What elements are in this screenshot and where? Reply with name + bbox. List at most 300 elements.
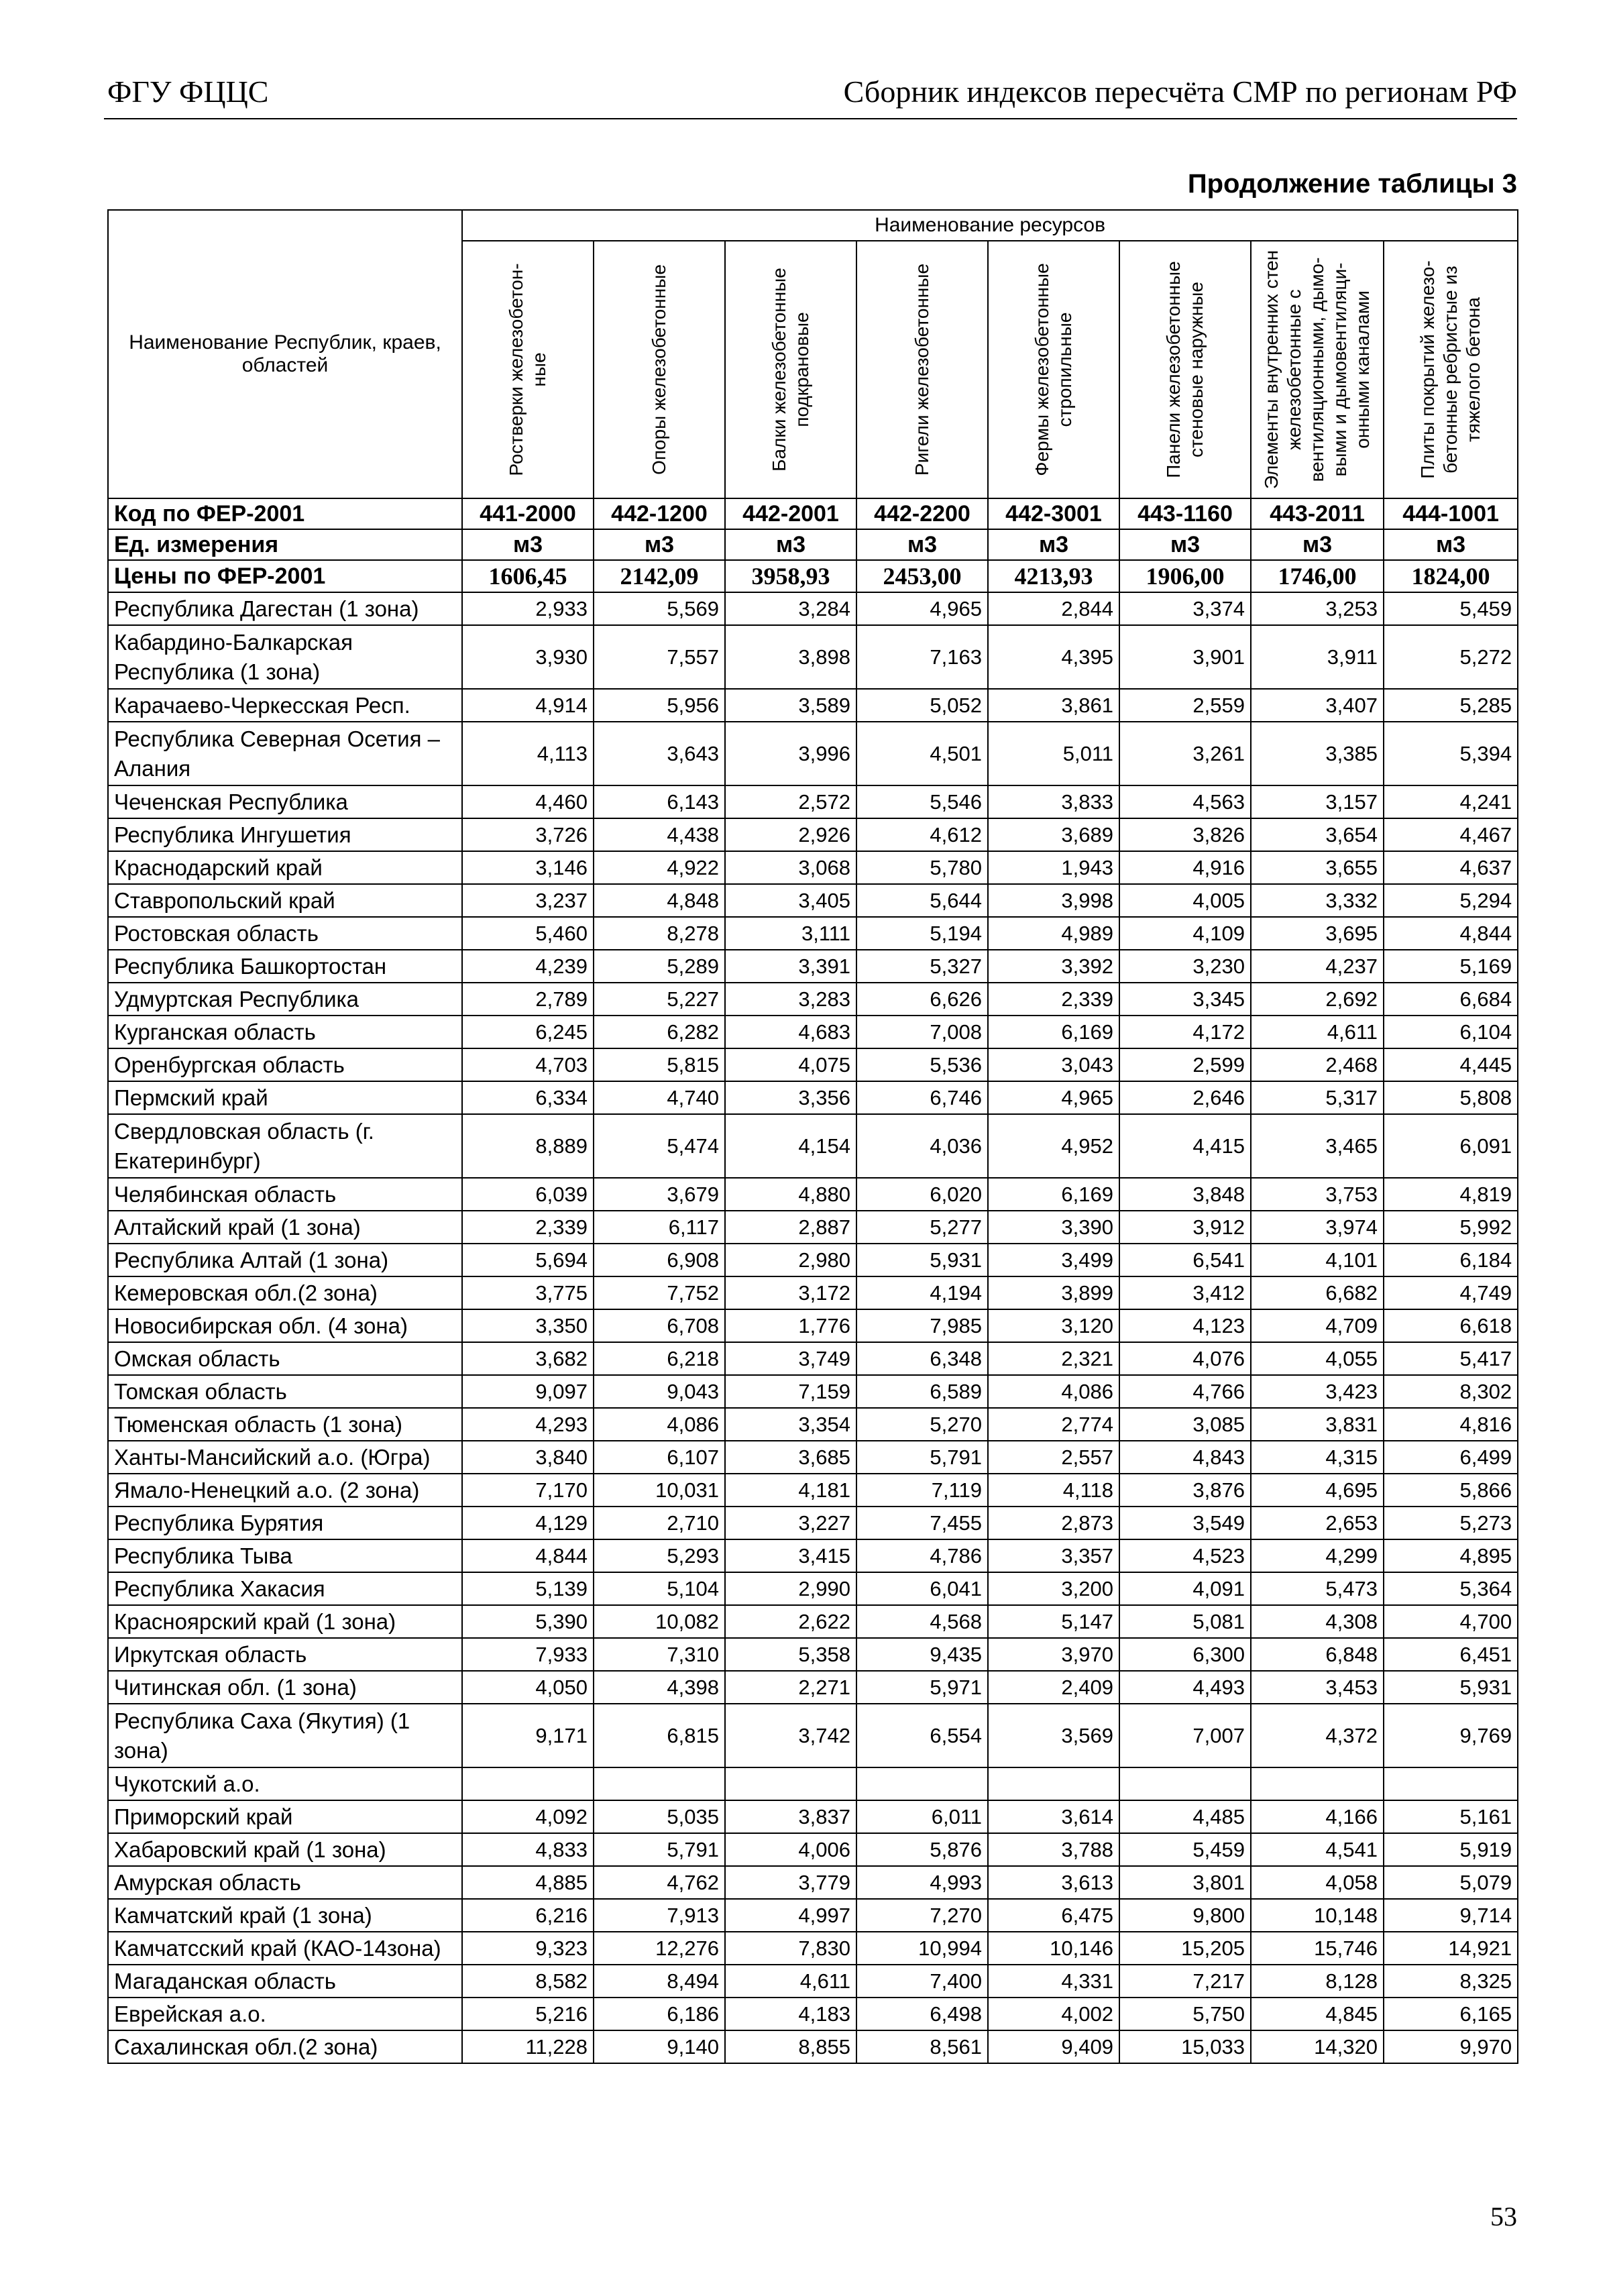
table-row [108, 1965, 1518, 1998]
index-value: 5,327 [856, 950, 988, 983]
region-name: Пермский край [108, 1081, 462, 1114]
table-row [108, 1474, 1518, 1507]
index-value: 4,445 [1384, 1048, 1518, 1081]
index-value: 10,031 [594, 1474, 725, 1507]
index-value: 3,172 [725, 1276, 856, 1309]
index-value: 3,354 [725, 1408, 856, 1441]
index-value: 5,273 [1384, 1507, 1518, 1539]
index-value: 6,626 [856, 983, 988, 1016]
table-row [108, 625, 1518, 689]
table-row [108, 1016, 1518, 1048]
index-value: 7,310 [594, 1638, 725, 1671]
index-value: 4,194 [856, 1276, 988, 1309]
index-value: 10,146 [988, 1932, 1119, 1965]
region-column-header: Наименование Республик, краев, областей [108, 210, 462, 498]
index-value: 3,788 [988, 1833, 1119, 1866]
table-row [108, 818, 1518, 851]
index-value: 3,837 [725, 1800, 856, 1833]
index-value: 4,965 [856, 592, 988, 625]
index-value: 5,815 [594, 1048, 725, 1081]
index-value: 3,753 [1251, 1178, 1384, 1211]
index-value: 6,348 [856, 1342, 988, 1375]
index-value: 2,980 [725, 1244, 856, 1276]
index-value: 3,499 [988, 1244, 1119, 1276]
index-value: 7,119 [856, 1474, 988, 1507]
index-value: 3,453 [1251, 1671, 1384, 1704]
index-value [594, 1767, 725, 1800]
index-value: 2,933 [462, 592, 594, 625]
index-value: 3,283 [725, 983, 856, 1016]
unit-row [108, 529, 1518, 560]
index-value: 14,921 [1384, 1932, 1518, 1965]
index-value: 6,499 [1384, 1441, 1518, 1474]
index-value: 3,654 [1251, 818, 1384, 851]
resource-name: Ригели железобетонные [911, 263, 932, 476]
index-value: 6,682 [1251, 1276, 1384, 1309]
index-value: 5,569 [594, 592, 725, 625]
index-value: 6,020 [856, 1178, 988, 1211]
index-value: 4,844 [1384, 917, 1518, 950]
table-row [108, 1671, 1518, 1704]
index-value: 6,451 [1384, 1638, 1518, 1671]
region-name: Республика Тыва [108, 1539, 462, 1572]
index-value: 3,614 [988, 1800, 1119, 1833]
region-name: Республика Бурятия [108, 1507, 462, 1539]
region-name: Амурская область [108, 1866, 462, 1899]
table-row [108, 1408, 1518, 1441]
table-row [108, 1704, 1518, 1767]
resource-column-header [725, 241, 856, 498]
index-value: 5,289 [594, 950, 725, 983]
index-value: 4,109 [1119, 917, 1251, 950]
price-value: 1906,00 [1119, 560, 1251, 592]
index-value: 5,931 [856, 1244, 988, 1276]
index-value: 6,708 [594, 1309, 725, 1342]
index-value: 8,582 [462, 1965, 594, 1998]
region-name: Республика Северная Осетия – Алания [108, 722, 462, 785]
region-name: Республика Дагестан (1 зона) [108, 592, 462, 625]
index-value: 4,563 [1119, 785, 1251, 818]
index-value: 15,746 [1251, 1932, 1384, 1965]
index-value: 3,350 [462, 1309, 594, 1342]
region-name: Краснодарский край [108, 851, 462, 884]
index-value: 2,599 [1119, 1048, 1251, 1081]
index-value: 4,398 [594, 1671, 725, 1704]
index-value: 6,815 [594, 1704, 725, 1767]
index-value: 11,228 [462, 2030, 594, 2063]
index-value: 4,844 [462, 1539, 594, 1572]
index-value: 5,808 [1384, 1081, 1518, 1114]
index-value: 4,916 [1119, 851, 1251, 884]
index-value: 2,572 [725, 785, 856, 818]
index-value: 3,911 [1251, 625, 1384, 689]
header-divider [104, 118, 1517, 119]
index-value: 3,655 [1251, 851, 1384, 884]
resource-column-header [1384, 241, 1518, 498]
index-value: 3,912 [1119, 1211, 1251, 1244]
index-value: 5,270 [856, 1408, 988, 1441]
index-value: 7,985 [856, 1309, 988, 1342]
header-collection-title: Сборник индексов пересчёта СМР по регионам РФ [843, 74, 1517, 109]
region-name: Удмуртская Республика [108, 983, 462, 1016]
index-value: 6,041 [856, 1572, 988, 1605]
table-row [108, 1114, 1518, 1178]
index-value: 4,036 [856, 1114, 988, 1178]
table-row [108, 950, 1518, 983]
index-value: 6,039 [462, 1178, 594, 1211]
index-value: 4,076 [1119, 1342, 1251, 1375]
table-row [108, 785, 1518, 818]
index-value: 3,385 [1251, 722, 1384, 785]
index-value: 3,901 [1119, 625, 1251, 689]
index-value [988, 1767, 1119, 1800]
index-value: 4,762 [594, 1866, 725, 1899]
fer-code: 442-1200 [594, 498, 725, 529]
resource-name: Опоры железобетонные [649, 264, 669, 475]
index-value: 6,104 [1384, 1016, 1518, 1048]
unit-value: м3 [462, 529, 594, 560]
index-value: 4,113 [462, 722, 594, 785]
index-value: 7,400 [856, 1965, 988, 1998]
table-row [108, 2030, 1518, 2063]
region-name: Хабаровский край (1 зона) [108, 1833, 462, 1866]
table-body [108, 498, 1518, 2063]
region-name: Ямало-Ненецкий а.о. (2 зона) [108, 1474, 462, 1507]
resource-name: Плиты покрытий железо-бетонные ребристые из тяжелого бетона [1417, 260, 1484, 479]
index-value: 4,467 [1384, 818, 1518, 851]
index-value: 5,791 [594, 1833, 725, 1866]
fer-code: 443-1160 [1119, 498, 1251, 529]
index-value: 2,789 [462, 983, 594, 1016]
index-value: 4,819 [1384, 1178, 1518, 1211]
region-name: Оренбургская область [108, 1048, 462, 1081]
index-value: 9,714 [1384, 1899, 1518, 1932]
index-value: 6,498 [856, 1998, 988, 2030]
region-name: Камчатский край (1 зона) [108, 1899, 462, 1932]
index-value: 3,549 [1119, 1507, 1251, 1539]
index-value: 8,494 [594, 1965, 725, 1998]
resources-header-row [108, 210, 1518, 241]
index-value: 3,261 [1119, 722, 1251, 785]
index-value: 7,913 [594, 1899, 725, 1932]
index-value: 5,992 [1384, 1211, 1518, 1244]
table-row [108, 1605, 1518, 1638]
index-value: 9,097 [462, 1375, 594, 1408]
index-value: 2,622 [725, 1605, 856, 1638]
index-value: 3,643 [594, 722, 725, 785]
index-value: 3,801 [1119, 1866, 1251, 1899]
index-value: 4,568 [856, 1605, 988, 1638]
index-value [462, 1767, 594, 1800]
table-caption: Продолжение таблицы 3 [1187, 169, 1517, 199]
index-value: 3,840 [462, 1441, 594, 1474]
region-name: Тюменская область (1 зона) [108, 1408, 462, 1441]
table-row [108, 1572, 1518, 1605]
index-value: 6,169 [988, 1178, 1119, 1211]
index-value: 4,786 [856, 1539, 988, 1572]
index-value: 5,394 [1384, 722, 1518, 785]
table-row [108, 917, 1518, 950]
index-value: 3,390 [988, 1211, 1119, 1244]
index-value: 2,321 [988, 1342, 1119, 1375]
index-table [107, 209, 1518, 2064]
index-value: 5,079 [1384, 1866, 1518, 1899]
index-value: 3,237 [462, 884, 594, 917]
price-value: 1824,00 [1384, 560, 1518, 592]
index-value: 4,541 [1251, 1833, 1384, 1866]
index-value: 4,075 [725, 1048, 856, 1081]
index-value: 6,541 [1119, 1244, 1251, 1276]
table-row [108, 1638, 1518, 1671]
table-row [108, 1932, 1518, 1965]
index-value: 10,994 [856, 1932, 988, 1965]
index-value: 3,930 [462, 625, 594, 689]
index-value: 3,405 [725, 884, 856, 917]
unit-label: Ед. измерения [108, 529, 462, 560]
index-value: 5,147 [988, 1605, 1119, 1638]
index-value: 6,245 [462, 1016, 594, 1048]
index-value: 3,876 [1119, 1474, 1251, 1507]
index-value: 5,546 [856, 785, 988, 818]
table-row [108, 1309, 1518, 1342]
table-row [108, 1081, 1518, 1114]
index-value: 4,740 [594, 1081, 725, 1114]
index-value: 4,885 [462, 1866, 594, 1899]
index-value: 9,769 [1384, 1704, 1518, 1767]
index-value: 8,278 [594, 917, 725, 950]
index-value: 5,169 [1384, 950, 1518, 983]
index-value: 2,646 [1119, 1081, 1251, 1114]
index-value: 4,166 [1251, 1800, 1384, 1833]
index-value: 4,438 [594, 818, 725, 851]
resource-name: Фермы железобетонные стропильные [1032, 263, 1075, 476]
index-value: 5,459 [1384, 592, 1518, 625]
index-value: 5,317 [1251, 1081, 1384, 1114]
fer-code: 442-2001 [725, 498, 856, 529]
region-name: Республика Башкортостан [108, 950, 462, 983]
index-value: 6,186 [594, 1998, 725, 2030]
unit-value: м3 [594, 529, 725, 560]
index-value: 8,561 [856, 2030, 988, 2063]
index-value: 2,774 [988, 1408, 1119, 1441]
index-value: 6,618 [1384, 1309, 1518, 1342]
region-name: Республика Алтай (1 зона) [108, 1244, 462, 1276]
index-value: 4,308 [1251, 1605, 1384, 1638]
index-value: 4,002 [988, 1998, 1119, 2030]
index-value: 3,899 [988, 1276, 1119, 1309]
index-value: 4,611 [1251, 1016, 1384, 1048]
index-value: 3,848 [1119, 1178, 1251, 1211]
index-value: 9,409 [988, 2030, 1119, 2063]
index-value: 4,172 [1119, 1016, 1251, 1048]
index-value: 4,415 [1119, 1114, 1251, 1178]
index-value: 2,844 [988, 592, 1119, 625]
table-row [108, 1178, 1518, 1211]
index-value: 4,612 [856, 818, 988, 851]
region-name: Красноярский край (1 зона) [108, 1605, 462, 1638]
index-value: 7,830 [725, 1932, 856, 1965]
index-value: 5,919 [1384, 1833, 1518, 1866]
region-name: Свердловская область (г. Екатеринбург) [108, 1114, 462, 1178]
index-value: 5,866 [1384, 1474, 1518, 1507]
index-value: 3,974 [1251, 1211, 1384, 1244]
index-value: 5,459 [1119, 1833, 1251, 1866]
index-value: 4,460 [462, 785, 594, 818]
index-value: 5,931 [1384, 1671, 1518, 1704]
index-value: 5,390 [462, 1605, 594, 1638]
region-name: Магаданская область [108, 1965, 462, 1998]
index-value: 6,300 [1119, 1638, 1251, 1671]
region-name: Читинская обл. (1 зона) [108, 1671, 462, 1704]
index-value: 3,356 [725, 1081, 856, 1114]
index-value: 3,332 [1251, 884, 1384, 917]
region-name: Томская область [108, 1375, 462, 1408]
index-value: 4,123 [1119, 1309, 1251, 1342]
index-value: 5,227 [594, 983, 725, 1016]
table-row [108, 1833, 1518, 1866]
index-value: 5,460 [462, 917, 594, 950]
table-row [108, 851, 1518, 884]
table-row [108, 1800, 1518, 1833]
index-value: 3,569 [988, 1704, 1119, 1767]
table-row [108, 1507, 1518, 1539]
region-name: Кабардино-Балкарская Республика (1 зона) [108, 625, 462, 689]
index-value: 3,826 [1119, 818, 1251, 851]
index-value: 4,703 [462, 1048, 594, 1081]
region-name: Карачаево-Черкесская Респ. [108, 689, 462, 722]
index-value: 6,282 [594, 1016, 725, 1048]
index-value: 4,922 [594, 851, 725, 884]
index-value: 3,682 [462, 1342, 594, 1375]
index-value: 4,239 [462, 950, 594, 983]
index-value: 2,339 [988, 983, 1119, 1016]
index-value: 3,146 [462, 851, 594, 884]
resource-name: Балки железобетонные подкрановые [769, 268, 812, 472]
index-value: 3,685 [725, 1441, 856, 1474]
index-value: 5,876 [856, 1833, 988, 1866]
index-value: 4,005 [1119, 884, 1251, 917]
unit-value: м3 [1384, 529, 1518, 560]
index-value: 5,285 [1384, 689, 1518, 722]
index-value: 5,750 [1119, 1998, 1251, 2030]
index-value: 3,695 [1251, 917, 1384, 950]
region-name: Приморский край [108, 1800, 462, 1833]
index-value: 3,996 [725, 722, 856, 785]
index-value: 5,272 [1384, 625, 1518, 689]
index-value: 6,554 [856, 1704, 988, 1767]
index-value: 15,205 [1119, 1932, 1251, 1965]
index-value: 10,148 [1251, 1899, 1384, 1932]
index-value: 8,302 [1384, 1375, 1518, 1408]
index-value: 5,956 [594, 689, 725, 722]
index-value: 6,848 [1251, 1638, 1384, 1671]
price-value: 2142,09 [594, 560, 725, 592]
index-value: 14,320 [1251, 2030, 1384, 2063]
index-value: 4,637 [1384, 851, 1518, 884]
index-value: 3,284 [725, 592, 856, 625]
page-number: 53 [1490, 2201, 1517, 2232]
unit-value: м3 [988, 529, 1119, 560]
table-row [108, 1244, 1518, 1276]
index-value: 6,218 [594, 1342, 725, 1375]
index-value: 4,086 [988, 1375, 1119, 1408]
index-value: 5,780 [856, 851, 988, 884]
index-value: 4,611 [725, 1965, 856, 1998]
index-value: 2,887 [725, 1211, 856, 1244]
region-name: Камчатсский край (КАО-14зона) [108, 1932, 462, 1965]
index-value: 3,227 [725, 1507, 856, 1539]
index-value: 4,965 [988, 1081, 1119, 1114]
index-value: 4,154 [725, 1114, 856, 1178]
resource-column-header [1251, 241, 1384, 498]
index-value: 6,184 [1384, 1244, 1518, 1276]
index-value: 4,843 [1119, 1441, 1251, 1474]
index-value: 7,008 [856, 1016, 988, 1048]
price-value: 1746,00 [1251, 560, 1384, 592]
index-value: 3,970 [988, 1638, 1119, 1671]
index-value: 7,455 [856, 1507, 988, 1539]
index-value: 5,644 [856, 884, 988, 917]
region-name: Кемеровская обл.(2 зона) [108, 1276, 462, 1309]
price-label: Цены по ФЕР-2001 [108, 560, 462, 592]
index-value: 6,589 [856, 1375, 988, 1408]
index-value: 3,157 [1251, 785, 1384, 818]
index-value: 7,159 [725, 1375, 856, 1408]
index-value: 5,358 [725, 1638, 856, 1671]
index-value: 4,118 [988, 1474, 1119, 1507]
resources-header: Наименование ресурсов [462, 210, 1518, 241]
resource-column-header [1119, 241, 1251, 498]
table-row [108, 1048, 1518, 1081]
index-value: 4,683 [725, 1016, 856, 1048]
index-value: 4,766 [1119, 1375, 1251, 1408]
index-value: 4,299 [1251, 1539, 1384, 1572]
index-value: 3,391 [725, 950, 856, 983]
fer-code: 441-2000 [462, 498, 594, 529]
index-value: 4,058 [1251, 1866, 1384, 1899]
index-value: 7,217 [1119, 1965, 1251, 1998]
table-row [108, 1767, 1518, 1800]
index-value: 4,183 [725, 1998, 856, 2030]
table-row [108, 1899, 1518, 1932]
index-value: 5,052 [856, 689, 988, 722]
resource-column-header [594, 241, 725, 498]
index-value: 5,161 [1384, 1800, 1518, 1833]
region-name: Сахалинская обл.(2 зона) [108, 2030, 462, 2063]
index-value: 4,695 [1251, 1474, 1384, 1507]
index-value: 8,855 [725, 2030, 856, 2063]
table-row [108, 1539, 1518, 1572]
index-value: 6,165 [1384, 1998, 1518, 2030]
table-row [108, 983, 1518, 1016]
index-value [1251, 1767, 1384, 1800]
region-name: Республика Ингушетия [108, 818, 462, 851]
price-value: 4213,93 [988, 560, 1119, 592]
index-value: 6,216 [462, 1899, 594, 1932]
index-value [1119, 1767, 1251, 1800]
index-value: 4,816 [1384, 1408, 1518, 1441]
index-value: 4,091 [1119, 1572, 1251, 1605]
table-row [108, 1866, 1518, 1899]
fer-code: 443-2011 [1251, 498, 1384, 529]
index-value: 9,043 [594, 1375, 725, 1408]
index-value: 6,908 [594, 1244, 725, 1276]
index-value: 6,107 [594, 1441, 725, 1474]
resource-column-header [462, 241, 594, 498]
index-value: 5,473 [1251, 1572, 1384, 1605]
index-value: 4,833 [462, 1833, 594, 1866]
table-row [108, 722, 1518, 785]
